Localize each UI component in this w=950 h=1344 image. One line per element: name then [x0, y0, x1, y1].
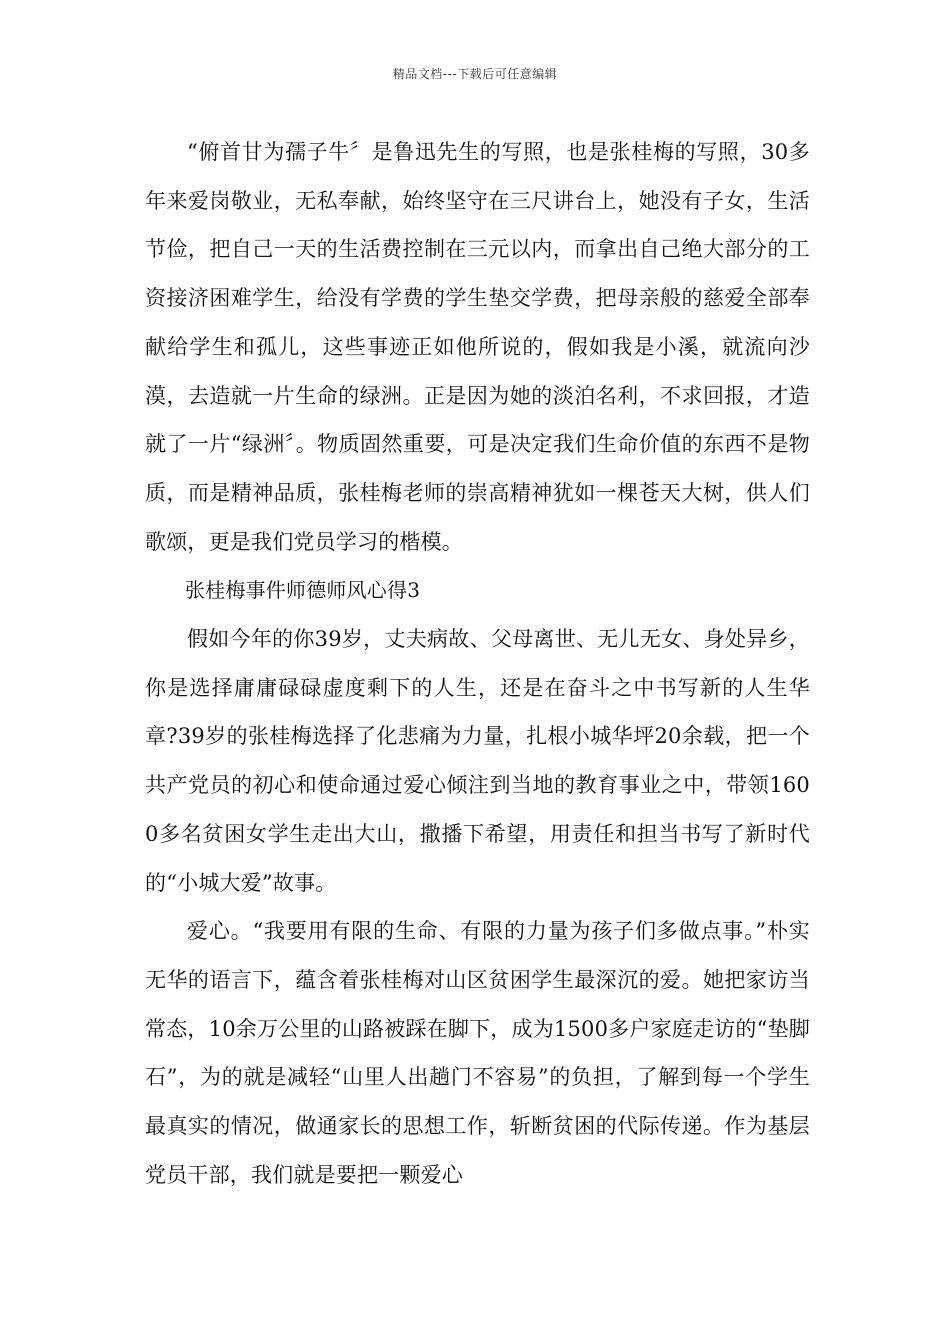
paragraph-3: 爱心。“我要用有限的生命、有限的力量为孩子们多做点事。”朴实无华的语言下，蕴含着张桂梅对山区贫困学生最深沉的爱。她把家访当常态，10余万公里的山路被踩在脚下，成为1500多户家庭走访的“垫脚石”，为的就是减轻“山里人出趟门不容易”的负担，了解到每一个学生最真实的情况，做通家长的思想工作，斩断贫困的代际传递。作为基层党员干部，我们就是要把一颗爱心: [145, 919, 810, 1187]
document-body: [145, 128, 810, 1199]
paragraph-2: 假如今年的你39岁，丈夫病故、父母离世、无儿无女、身处异乡，你是选择庸庸碌碌虚度剩下的人生，还是在奋斗之中书写新的人生华章?39岁的张桂梅选择了化悲痛为力量，扎根小城华坪20余载，把一个共产党员的初心和使命通过爱心倾注到当地的教育事业之中，带领1600多名贫困女学生走出大山，撒播下希望，用责任和担当书写了新时代的“小城大爱”故事。: [145, 627, 810, 895]
paragraph-1: “俯首甘为孺子牛〞是鲁迅先生的写照，也是张桂梅的写照，30多年来爱岗敬业，无私奉献，始终坚守在三尺讲台上，她没有子女，生活节俭，把自己一天的生活费控制在三元以内，而拿出自己绝大部分的工资接济困难学生，给没有学费的学生垫交学费，把母亲般的慈爱全部奉献给学生和孤儿，这些事迹正如他所说的，假如我是小溪，就流向沙漠，去造就一片生命的绿洲。正是因为她的淡泊名利，不求回报，才造就了一片“绿洲〞。物质固然重要，可是决定我们生命价值的东西不是物质，而是精神品质，张桂梅老师的崇高精神犹如一棵苍天大树，供人们歌颂，更是我们党员学习的楷模。: [145, 140, 810, 554]
section-heading: 张桂梅事件师德师风心得3: [185, 578, 421, 603]
document-header: 精品文档---下载后可任意编辑: [392, 67, 558, 81]
